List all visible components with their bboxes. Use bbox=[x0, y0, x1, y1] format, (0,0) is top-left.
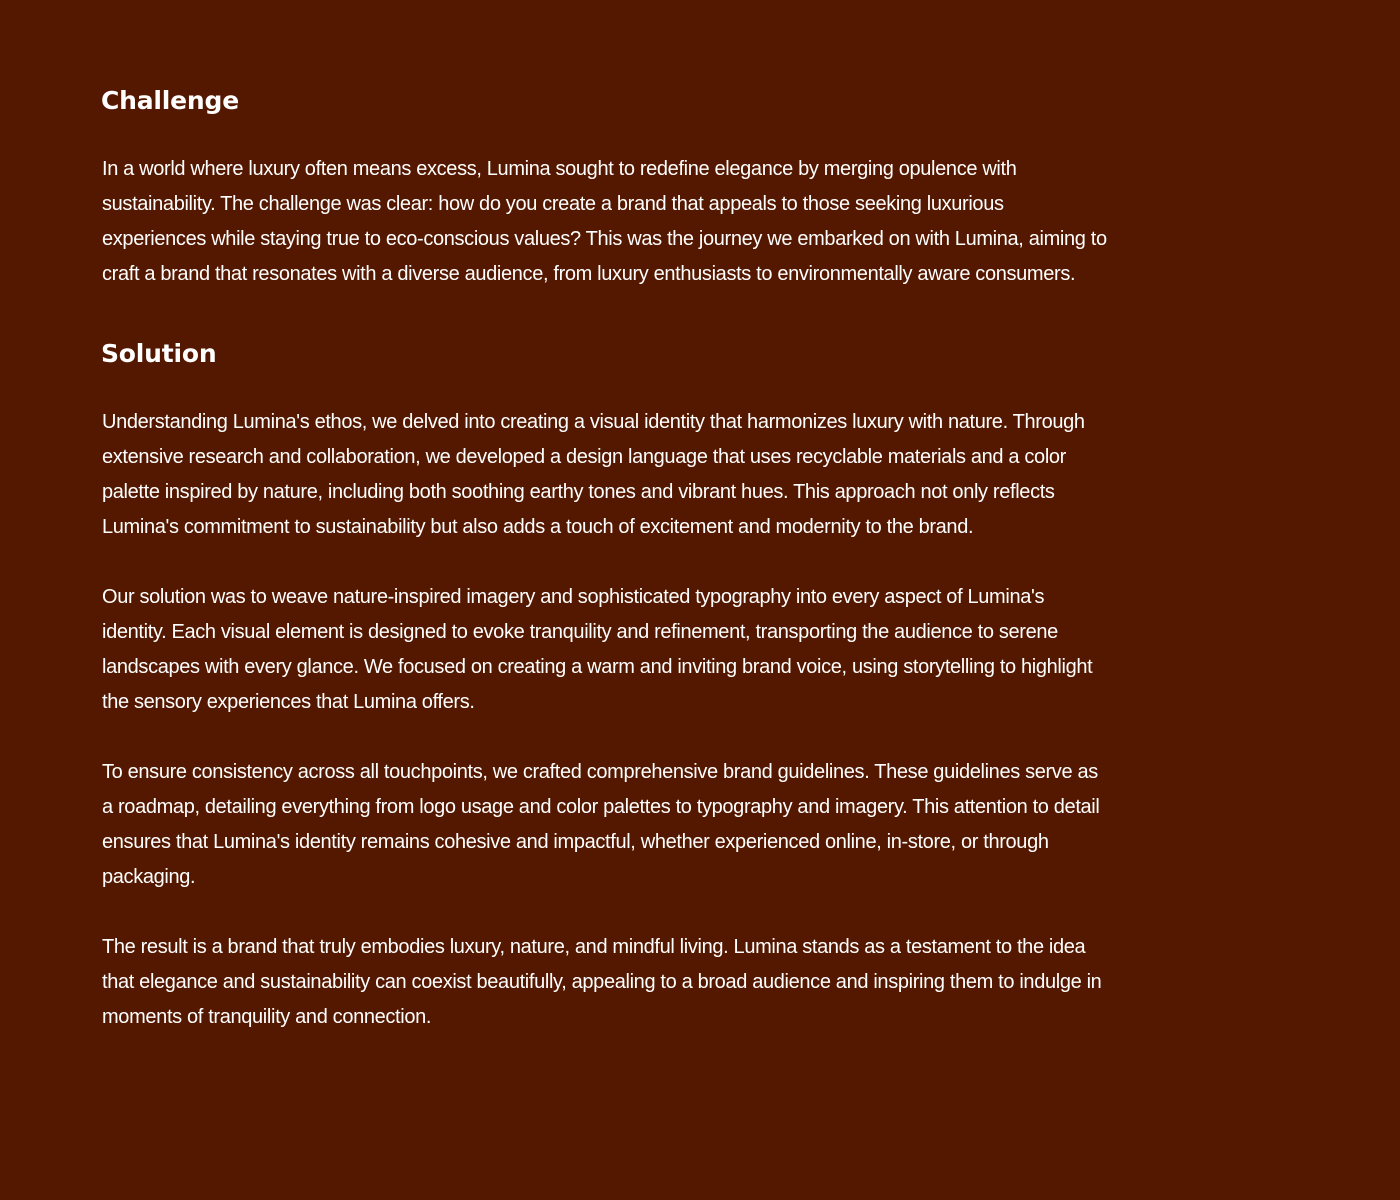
solution-paragraph-3: To ensure consistency across all touchpoints, we crafted comprehensive brand guidelines. These guidelines serve as a roadmap, detailing everything from logo usage and color palettes to typography and imagery. This attention to detail ensures that Lumina's identity remains cohesive and impactful, whether experienced online, in-store, or through packaging. bbox=[102, 761, 1100, 888]
solution-paragraph-4: The result is a brand that truly embodies luxury, nature, and mindful living. Lumina stands as a testament to the idea that elegance and sustainability can coexist beautifully, appealing to a broad audience and inspiring them to indulge in moments of tranquility and connection. bbox=[102, 936, 1102, 1028]
solution-heading: Solution bbox=[101, 339, 217, 368]
challenge-body bbox=[101, 152, 1111, 292]
case-study-content bbox=[101, 84, 1111, 1035]
solution-body bbox=[101, 405, 1111, 1035]
challenge-paragraph: In a world where luxury often means excess, Lumina sought to redefine elegance by merging opulence with sustainability. The challenge was clear: how do you create a brand that appeals to those seeking luxurious experiences while staying true to eco-conscious values? This was the journey we embarked on with Lumina, aiming to craft a brand that resonates with a diverse audience, from luxury enthusiasts to environmentally aware consumers. bbox=[102, 158, 1107, 285]
solution-paragraph-1: Understanding Lumina's ethos, we delved into creating a visual identity that harmonizes luxury with nature. Through extensive research and collaboration, we developed a design language that uses recyclable materials and a color palette inspired by nature, including both soothing earthy tones and vibrant hues. This approach not only reflects Lumina's commitment to sustainability but also adds a touch of excitement and modernity to the brand. bbox=[102, 411, 1085, 538]
challenge-heading: Challenge bbox=[101, 86, 239, 115]
solution-paragraph-2: Our solution was to weave nature-inspired imagery and sophisticated typography into every aspect of Lumina's identity. Each visual element is designed to evoke tranquility and refinement, transporting the audience to serene landscapes with every glance. We focused on creating a warm and inviting brand voice, using storytelling to highlight the sensory experiences that Lumina offers. bbox=[102, 586, 1093, 713]
